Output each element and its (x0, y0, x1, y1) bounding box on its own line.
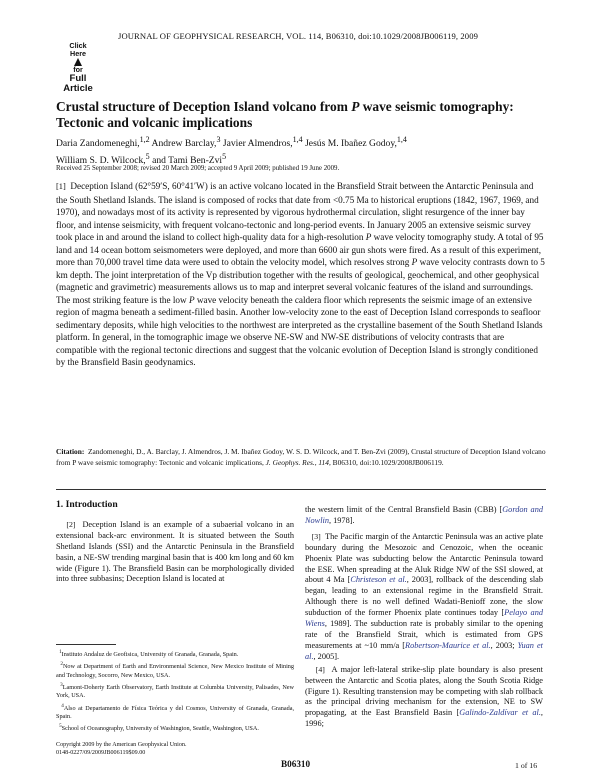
reference-link[interactable]: Pelayo and Wiens (305, 608, 543, 629)
divider (56, 489, 546, 490)
section-heading-introduction: 1. Introduction (56, 499, 118, 510)
footnote: $^2$Now at Department of Earth and Environmental Science, New Mexico Institute of Mining and Technology, Socorro, New Mexico, USA. (56, 661, 294, 679)
reference-link[interactable]: Christeson et al. (350, 575, 407, 585)
reference-link[interactable]: Galindo-Zaldívar et al. (459, 708, 541, 718)
received-dates: Received 25 September 2008; revised 20 March 2009; accepted 9 April 2009; published 19 June 2009. (56, 165, 340, 172)
footnotes (56, 648, 294, 735)
logo-line-2: Here (70, 48, 86, 58)
copyright: Copyright 2009 by the American Geophysical Union. 0148-0227/09/2009JB006119$09.00 (56, 742, 187, 756)
reference-link[interactable]: Gordon and Nowlin (305, 505, 543, 525)
author-list: Daria Zandomeneghi,$^{1,2}$ Andrew Barclay,$^3$ Javier Almendros,$^{1,4}$ Jesús M. Ibañez Godoy,$^{1,4}$ William S. D. Wilcock,$^5$ and Tami Ben-Zvi$^5$ (56, 135, 407, 166)
paragraph-continued: the western limit of the Central Bransfield Basin (CBB) [Gordon and Nowlin, 1978]. (305, 505, 543, 525)
paragraph-3: [3] The Pacific margin of the Antarctic Peninsula was an active plate boundary during the Mesozoic and Cenozoic, when the oceanic Phoenix Plate was subducting below the Antarctic Peninsula toward the ESE. When spreading at the Aluk Ridge NW of the SSI slowed, at about 4 Ma [Christeson et al., 2003], rollback of the descending slab began, leading to an extensional regime in the Bransfield Strait. Although there is no well defined Wadati-Benioff zone, the slow subduction of the former Phoenix plate continues today [Pelayo and Wiens, 1989]. The subduction rate is probably similar to the opening rate of the Bransfield Strait, which is estimated from GPS measurements at ~10 mm/a [Robertson-Maurice et al., 2003; Yuan et al., 2005]. (305, 531, 544, 661)
citation: Citation: Zandomeneghi, D., A. Barclay, J. Almendros, J. M. Ibañez Godoy, W. S. D. Wilcock, and T. Ben-Zvi (2009), Crustal structure of Deception Island volcano from P wave seismic tomography: Tectonic and volcanic implications, J. Geophys. Res., 114, B06310, doi:10.1029/2008JB006119. (56, 447, 546, 467)
logo-line-4: Full (69, 72, 87, 84)
paragraph-2: [2] Deception Island is an example of a subaerial volcano in an extensional back-arc environment. It is situated between the South Shetland Islands (SSI) and the Antarctic Peninsula in the Bransfield basin, a NE-SW trending marginal basin that is 400 km long and 60 km wide (Figure 1). The Bransfield Basin can be morphologically divided into three subbasins; Deception Island is located at (56, 519, 295, 584)
logo-line-3: for (73, 65, 83, 75)
footnote: $^5$School of Oceanography, University of Washington, Seattle, Washington, USA. (59, 723, 259, 733)
paper-title: Crustal structure of Deception Island volcano from P wave seismic tomography: Tectonic and volcanic implications (56, 99, 514, 130)
footnote-rule (56, 644, 116, 645)
journal-header: JOURNAL OF GEOPHYSICAL RESEARCH, VOL. 114, B06310, doi:10.1029/2008JB006119, 2009 (118, 31, 478, 41)
reference-link[interactable]: Yuan et al. (305, 640, 543, 661)
footer-article-code: B06310 (281, 759, 311, 769)
reference-link[interactable]: Robertson-Maurice et al. (405, 640, 491, 650)
footer-page-number: 1 of 16 (515, 761, 538, 770)
left-column (56, 500, 294, 585)
click-here-full-article-logo[interactable] (60, 42, 96, 94)
footnote: $^1$Instituto Andaluz de Geofisica, University of Granada, Granada, Spain. (59, 649, 239, 659)
logo-line-1: Click (69, 41, 87, 50)
footnote: $^3$Lamont-Doherty Earth Observatory, Earth Institute at Columbia University, Palisades, New York, USA. (56, 682, 294, 700)
right-column (305, 505, 543, 730)
abstract: [1] Deception Island (62°59′S, 60°41′W) is an active volcano located in the Bransfield Strait between the Antarctic Peninsula and the South Shetland Islands. The island is composed of rocks that date from <0.75 Ma to historical eruptions (1842, 1967, 1969, and 1970), and nowadays most of its activity is represented by vigorous hydrothermal circulation, slight resurgence of the inner bay floor, and intense seismicity, with frequent volcano-tectonic and long-period events. In January 2005 an extensive seismic survey took place in and around the island to collect high-quality data for a high-resolution P wave velocity tomography study. A total of 95 land and 14 ocean bottom seismometers were deployed, and more than 6600 air gun shots were fired. As a result of this experiment, more than 70,000 travel time data were used to obtain the velocity model, which resolves strong P wave velocity contrasts down to 5 km depth. The joint interpretation of the Vp distribution together with the results of geological, geochemical, and other geophysical (magnetic and gravimetric) measurements allows us to map and interpret several volcanic features of the island and surroundings. The most striking feature is the low P wave velocity beneath the caldera floor which represents the seismic image of an extensive region of magma beneath a sediment-filled basin. Another low-velocity zone to the east of Deception Island corresponds to seafloor sedimentary deposits, while high velocities to the northwest are interpreted as the crystalline basement of the South Shetland Islands platform. In general, in the tomographic image we observe NE-SW and NW-SE distributions of velocity contrasts that are compatible with the regional tectonic directions and suggest that the volcanic evolution of Deception Island is strongly conditioned by the Bransfield Basin geodynamics. (56, 181, 545, 367)
logo-line-5: Article (63, 82, 93, 94)
paragraph-4: [4] A major left-lateral strike-slip plate boundary is also present between the Antarctic and Scotia plates, along the South Scotia Ridge (Figure 1). Resulting transtension may be competing with slab rollback as the principal driving mechanism for the extension, NE to SW propagating, at the East Bransfield Basin [Galindo-Zaldívar et al., 1996; (305, 664, 543, 729)
footnote: $^4$Also at Departamento de Física Teórica y del Cosmos, University of Granada, Granada, Spain. (56, 702, 295, 721)
